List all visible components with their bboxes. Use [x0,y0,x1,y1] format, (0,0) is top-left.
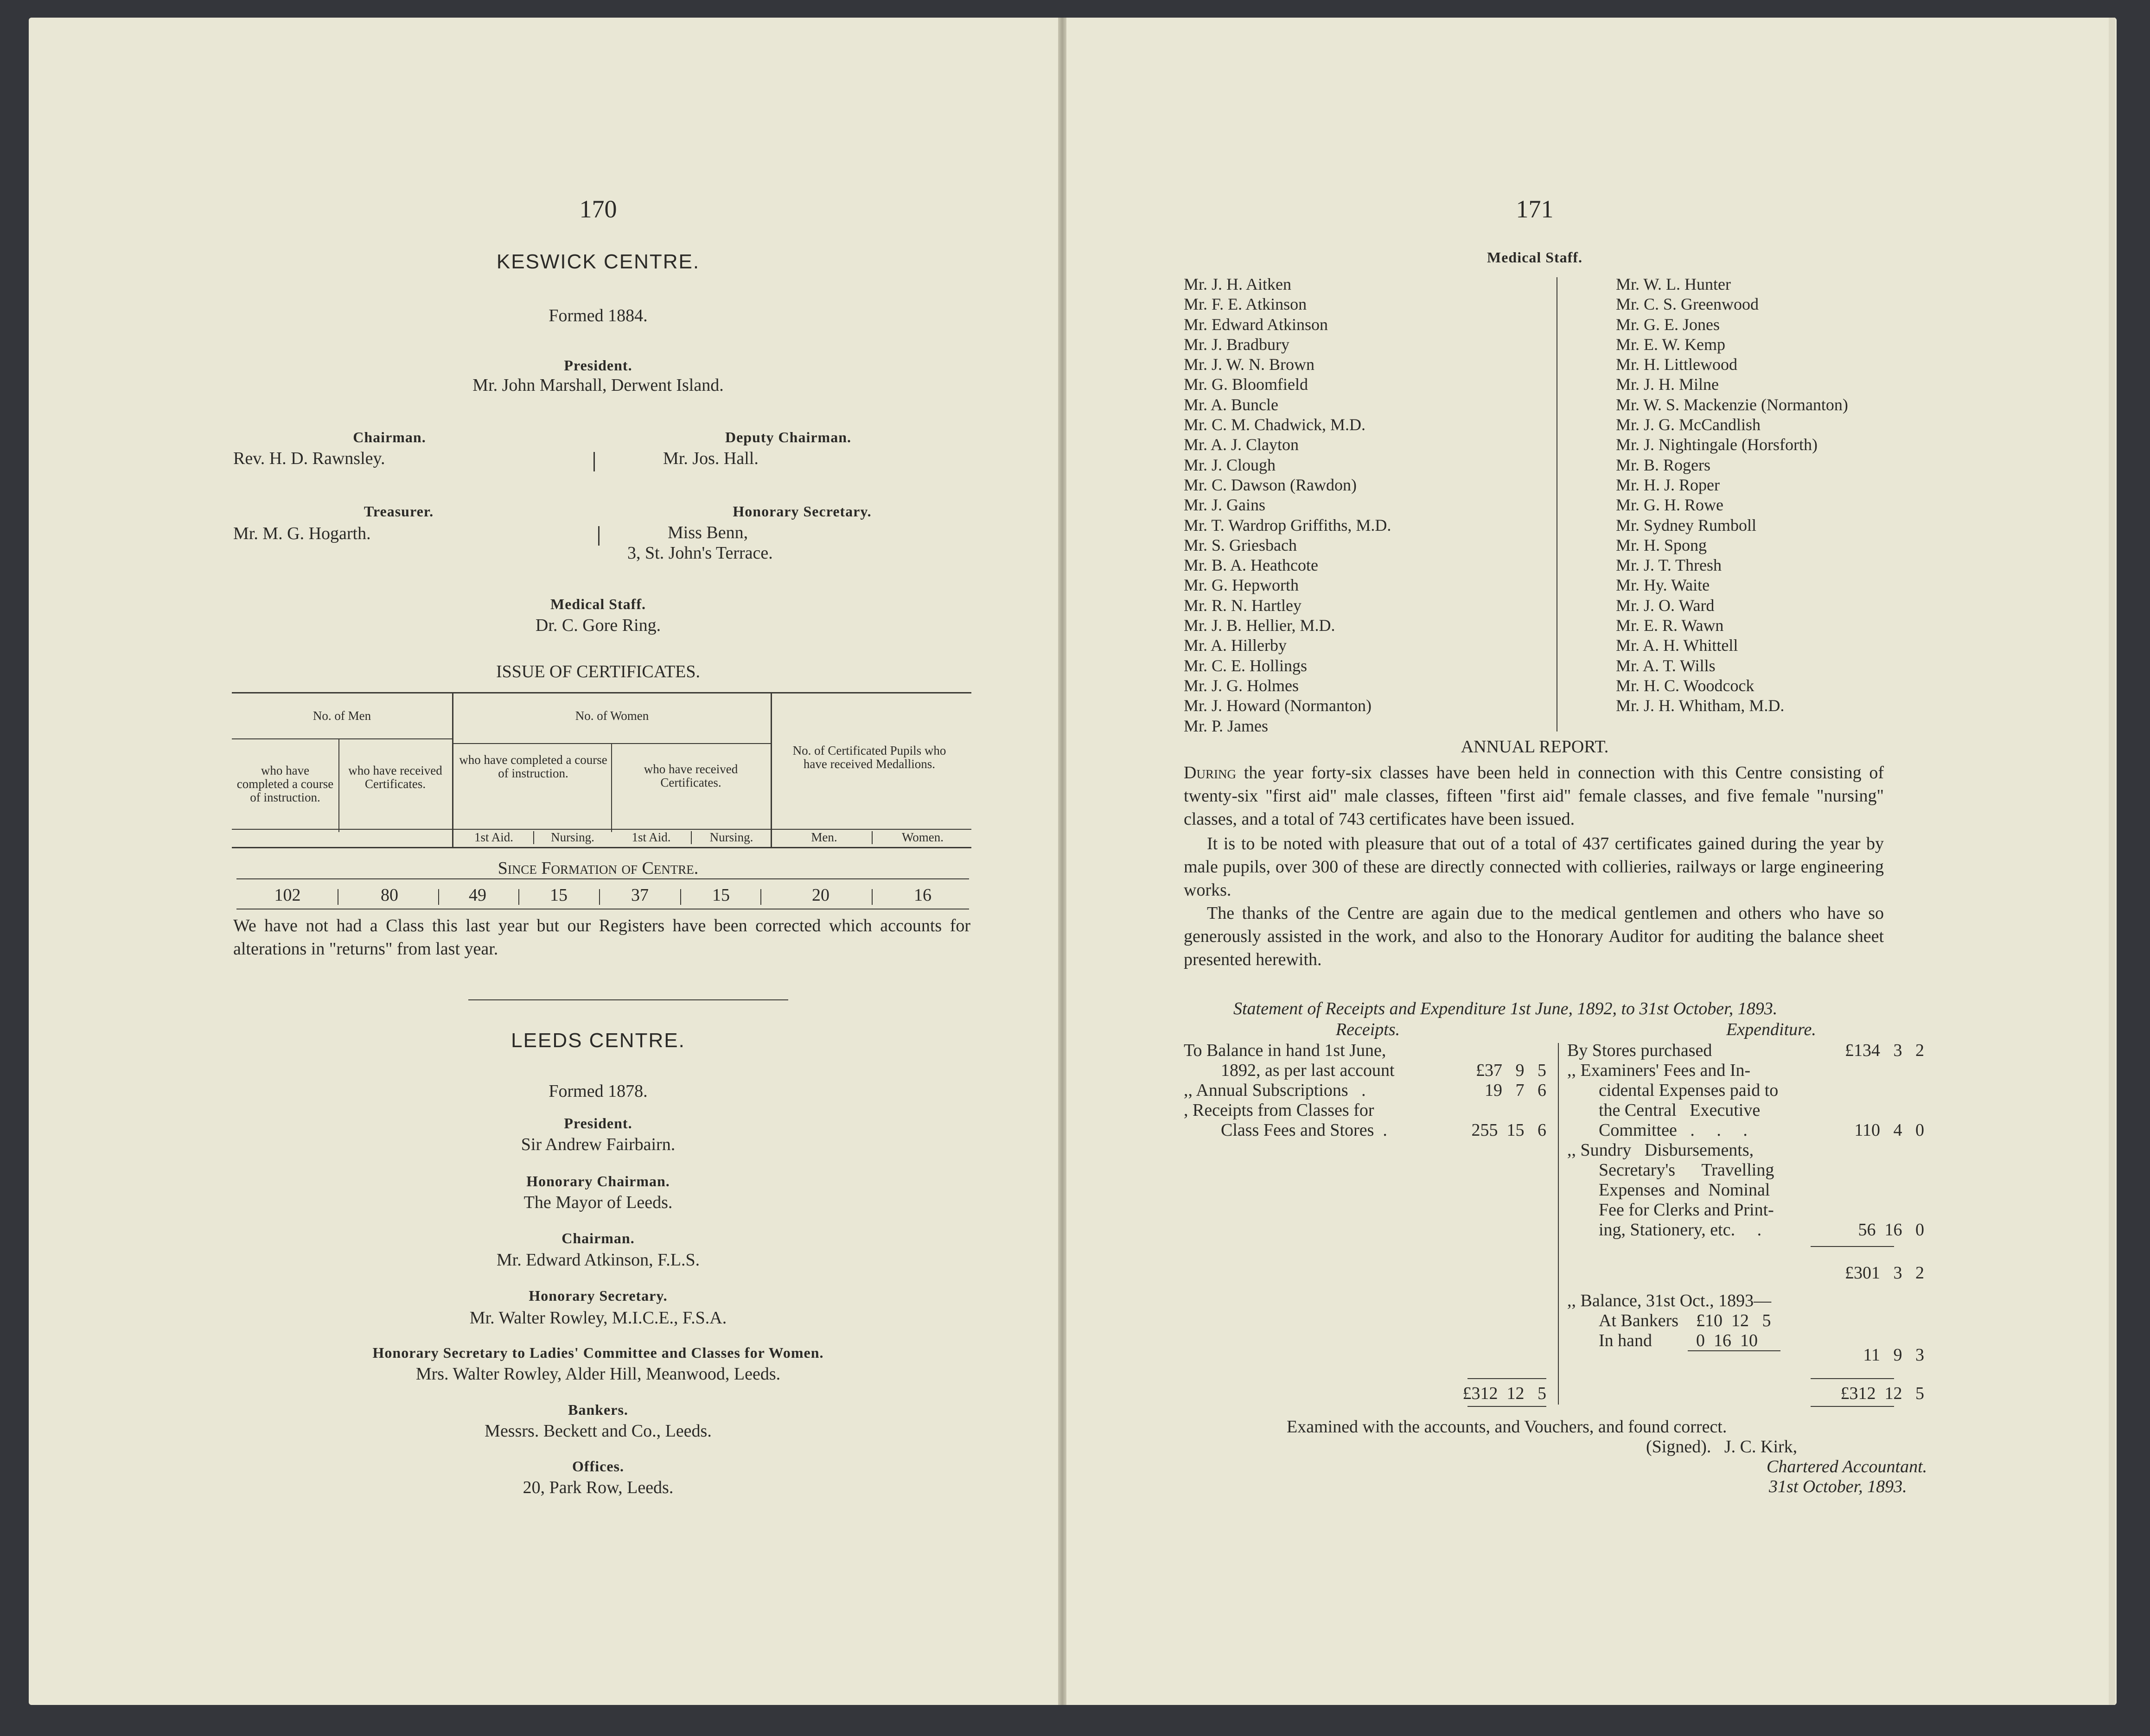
receipts-total: £312 12 5 [1462,1384,1546,1403]
staff-member: Mr. J. Gains [1184,496,1266,515]
deputy-chairman-label: Deputy Chairman. [725,429,851,445]
medical-staff-name: Dr. C. Gore Ring. [535,616,661,635]
honorary-chairman-label: Honorary Chairman. [526,1173,670,1189]
staff-member: Mr. G. H. Rowe [1616,496,1723,515]
receipt-amount: 19 7 6 [1485,1081,1546,1100]
president-label: President. [564,357,632,374]
annual-report-title: ANNUAL REPORT. [1461,737,1609,757]
section-title: KESWICK CENTRE. [496,250,700,273]
women-subheader: Women. [901,830,944,844]
treasurer-name: Mr. M. G. Hogarth. [233,524,371,543]
staff-member: Mr. C. E. Hollings [1184,656,1308,675]
value-cell: 49 [469,885,486,905]
expenditure-line: By Stores purchased [1567,1041,1712,1060]
staff-member: Mr. C. M. Chadwick, M.D. [1184,415,1366,434]
registers-note: We have not had a Class this last year but our Registers have been corrected which accounts for alterations in "returns" from last year. [233,916,970,959]
certificates-title: ISSUE OF CERTIFICATES. [496,662,701,681]
staff-member: Mr. H. Littlewood [1616,355,1737,374]
expenditure-line: At Bankers £10 12 5 [1599,1311,1771,1330]
expenditure-line: ing, Stationery, etc. . [1599,1220,1762,1240]
staff-member: Mr. W. S. Mackenzie (Normanton) [1616,395,1848,414]
expenditure-line: Committee . . . [1599,1120,1748,1140]
women-completed-header: who have completed a course of instruction. [459,753,607,780]
staff-member: Mr. H. J. Roper [1616,475,1720,494]
staff-member: Mr. A. Hillerby [1184,636,1287,655]
staff-member: Mr. J. G. McCandlish [1616,415,1761,434]
staff-member: Mr. J. H. Milne [1616,375,1719,394]
auditor-statement: Examined with the accounts, and Vouchers, and found correct. [1287,1417,1727,1437]
report-paragraph: The thanks of the Centre are again due to the medical gentlemen and others who have so generously assisted in the work, and also to the Honorary Auditor for auditing the balance sheet presented herewith. [1184,903,1884,969]
receipt-line: Class Fees and Stores . [1221,1120,1387,1140]
staff-member: Mr. S. Griesbach [1184,535,1297,554]
receipt-amount: £37 9 5 [1476,1061,1546,1080]
auditor-date: 31st October, 1893. [1769,1477,1907,1496]
expenditure-line: ,, Balance, 31st Oct., 1893— [1567,1291,1772,1310]
book-gutter [1058,18,1066,1705]
medical-staff-label: Medical Staff. [1487,249,1582,266]
staff-member: Mr. J. H. Whitham, M.D. [1616,696,1785,715]
honorary-secretary-address: 3, St. John's Terrace. [627,543,773,563]
staff-member: Mr. A. H. Whittell [1616,636,1738,655]
honorary-secretary-label: Honorary Secretary. [529,1287,668,1304]
medallions-header: No. of Certificated Pupils who have received Medallions. [792,744,946,771]
value-cell: 20 [812,885,829,905]
men-subheader: Men. [811,830,837,844]
staff-member: Mr. J. H. Aitken [1184,275,1292,293]
expenditure-subtotal: £301 3 2 [1845,1263,1924,1283]
staff-member: Mr. B. Rogers [1616,455,1711,474]
staff-member: Mr. T. Wardrop Griffiths, M.D. [1184,515,1391,534]
receipt-line: ,, Annual Subscriptions . [1184,1081,1366,1100]
expenditure-amount: 56 16 0 [1858,1220,1924,1240]
expenditure-total: £312 12 5 [1840,1384,1924,1403]
staff-member: Mr. Hy. Waite [1616,576,1710,595]
staff-member: Mr. J. Bradbury [1184,335,1289,354]
page-number: 171 [1516,195,1554,223]
first-aid-subheader: 1st Aid. [474,830,514,844]
women-received-header: who have received Certificates. [644,762,738,789]
honorary-secretary-name: Mr. Walter Rowley, M.I.C.E., F.S.A. [469,1308,727,1328]
deputy-chairman-name: Mr. Jos. Hall. [663,449,759,468]
section-rule [468,999,788,1000]
expenditure-line: ,, Examiners' Fees and In- [1567,1061,1751,1080]
staff-member: Mr. J. T. Thresh [1616,556,1722,575]
receipt-line: 1892, as per last account [1221,1061,1395,1080]
value-cell: 15 [712,885,730,905]
since-formation-label: Since Formation of Centre. [498,858,699,878]
staff-member: Mr. A. T. Wills [1616,656,1716,675]
men-header: No. of Men [313,709,371,723]
report-lead-word: During [1184,763,1236,782]
staff-member: Mr. A. Buncle [1184,395,1278,414]
divider [593,452,595,471]
staff-member: Mr. W. L. Hunter [1616,275,1731,293]
report-paragraph: It is to be noted with pleasure that out of a total of 437 certificates gained during the year by male pupils, over 300 of these are directly connected with collieries, railways or large engineering works. [1184,834,1884,900]
divider [598,526,600,546]
staff-member: Mr. J. O. Ward [1616,596,1715,615]
expenditure-line: Secretary's Travelling [1599,1160,1774,1180]
staff-member: Mr. E. W. Kemp [1616,335,1726,354]
treasurer-label: Treasurer. [364,503,434,520]
staff-member: Mr. C. S. Greenwood [1616,295,1759,314]
receipt-amount: 255 15 6 [1471,1120,1546,1140]
staff-member: Mr. Edward Atkinson [1184,315,1328,334]
report-paragraph [1184,761,1884,831]
bankers-label: Bankers. [568,1401,628,1418]
expenditure-line: Expenses and Nominal [1599,1180,1770,1200]
first-aid-subheader: 1st Aid. [632,830,671,844]
honorary-secretary-name: Miss Benn, [668,523,748,542]
formed-text: Formed 1878. [549,1081,648,1101]
staff-member: Mr. P. James [1184,716,1269,735]
staff-member: Mr. H. Spong [1616,535,1707,554]
staff-member: Mr. H. C. Woodcock [1616,676,1754,695]
receipts-header: Receipts. [1335,1020,1400,1039]
staff-member: Mr. F. E. Atkinson [1184,295,1307,314]
president-name: Mr. John Marshall, Derwent Island. [472,375,724,395]
staff-member: Mr. J. B. Hellier, M.D. [1184,616,1335,635]
staff-member: Mr. B. A. Heathcote [1184,556,1318,575]
report-text: the year forty-six classes have been held in connection with this Centre consisting of twenty-six "first aid" male classes, fifteen "first aid" female classes, and five female "nursing" classes, and a total of 743 certificates have been issued. [1184,763,1884,829]
expenditure-amount: 11 9 3 [1863,1345,1924,1365]
receipt-line: To Balance in hand 1st June, [1184,1041,1386,1060]
staff-member: Mr. J. W. N. Brown [1184,355,1315,374]
staff-member: Mr. C. Dawson (Rawdon) [1184,475,1357,494]
value-cell: 80 [381,885,398,905]
medical-staff-list-right [1616,274,1848,716]
expenditure-amount: 110 4 0 [1854,1120,1924,1140]
chairman-label: Chairman. [561,1230,635,1246]
president-name: Sir Andrew Fairbairn. [521,1135,676,1154]
value-cell: 102 [274,885,301,905]
expenditure-amount: £134 3 2 [1845,1041,1924,1060]
men-completed-header: who have completed a course of instruction. [236,763,334,804]
staff-member: Mr. J. Clough [1184,455,1276,474]
divider [236,878,969,879]
ladies-committee-name: Mrs. Walter Rowley, Alder Hill, Meanwood, Leeds. [415,1364,781,1384]
value-cell: 16 [914,885,931,905]
expenditure-line: the Central Executive [1599,1100,1761,1120]
section-title: LEEDS CENTRE. [511,1029,685,1052]
auditor-signature: (Signed). J. C. Kirk, [1646,1437,1798,1456]
expenditure-line: In hand 0 16 10 [1599,1331,1758,1350]
staff-member: Mr. G. E. Jones [1616,315,1720,334]
chairman-label: Chairman. [353,429,426,445]
medical-staff-list-left [1184,274,1391,736]
offices-address: 20, Park Row, Leeds. [523,1478,674,1497]
expenditure-header: Expenditure. [1726,1020,1816,1039]
women-header: No. of Women [575,709,649,723]
staff-member: Mr. J. G. Holmes [1184,676,1299,695]
staff-member: Mr. R. N. Hartley [1184,596,1301,615]
staff-member: Mr. G. Hepworth [1184,576,1299,595]
receipt-line: , Receipts from Classes for [1184,1100,1374,1120]
medical-staff-label: Medical Staff. [550,596,646,612]
nursing-subheader: Nursing. [551,830,594,844]
expenditure-line: Fee for Clerks and Print- [1599,1200,1774,1220]
statement-title: Statement of Receipts and Expenditure 1st June, 1892, to 31st October, 1893. [1233,999,1778,1018]
expenditure-line: ,, Sundry Disbursements, [1567,1140,1754,1160]
chairman-name: Mr. Edward Atkinson, F.L.S. [496,1250,700,1270]
bankers-name: Messrs. Beckett and Co., Leeds. [485,1421,712,1441]
page-edge [2109,18,2115,1705]
value-cell: 37 [631,885,649,905]
ladies-committee-label: Honorary Secretary to Ladies' Committee and Classes for Women. [372,1344,824,1361]
divider [1558,1043,1559,1405]
formed-text: Formed 1884. [549,306,648,325]
staff-member: Mr. A. J. Clayton [1184,435,1299,454]
auditor-title: Chartered Accountant. [1767,1457,1927,1476]
offices-label: Offices. [572,1458,624,1475]
chairman-name: Rev. H. D. Rawnsley. [233,449,385,468]
staff-member: Mr. Sydney Rumboll [1616,515,1757,534]
staff-member: Mr. J. Nightingale (Horsforth) [1616,435,1818,454]
honorary-chairman-name: The Mayor of Leeds. [523,1193,673,1212]
staff-member: Mr. J. Howard (Normanton) [1184,696,1372,715]
nursing-subheader: Nursing. [709,830,753,844]
president-label: President. [564,1115,632,1132]
honorary-secretary-label: Honorary Secretary. [733,503,872,520]
expenditure-line: cidental Expenses paid to [1599,1081,1779,1100]
value-cell: 15 [550,885,568,905]
men-received-header: who have received Certificates. [348,763,442,791]
staff-member: Mr. E. R. Wawn [1616,616,1724,635]
staff-member: Mr. G. Bloomfield [1184,375,1308,394]
page-number: 170 [579,195,617,223]
